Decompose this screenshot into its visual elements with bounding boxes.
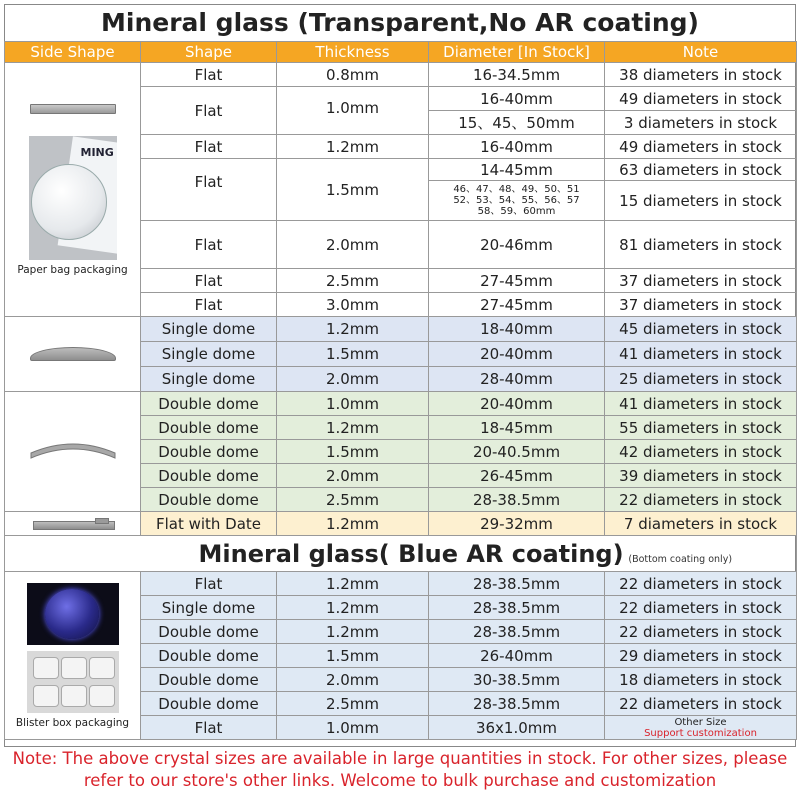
- thickness-cell: 1.2mm: [277, 620, 429, 644]
- table-row: [5, 392, 797, 416]
- diameter-cell: 20-40mm: [429, 342, 605, 367]
- diameter-cell: 30-38.5mm: [429, 668, 605, 692]
- shape-cell: Flat: [141, 159, 277, 221]
- footer-note: Note: The above crystal sizes are available in large quantities in stock. For other sizes, please refer to our store's other links. Welcome to bulk purchase and customization: [12, 749, 788, 790]
- date-glass-icon: [33, 519, 113, 529]
- diameter-cell: 28-38.5mm: [429, 596, 605, 620]
- diameter-cell: 20-40.5mm: [429, 440, 605, 464]
- diameter-cell: 36x1.0mm: [429, 716, 605, 740]
- thickness-cell: 2.5mm: [277, 692, 429, 716]
- shape-cell: Flat: [141, 63, 277, 87]
- table-row: [5, 512, 797, 536]
- diameter-cell: 27-45mm: [429, 269, 605, 293]
- note-cell: 15 diameters in stock: [605, 181, 797, 221]
- shape-cell: Flat: [141, 293, 277, 317]
- shape-cell: Single dome: [141, 367, 277, 392]
- thickness-cell: 1.2mm: [277, 135, 429, 159]
- thickness-cell: 2.0mm: [277, 367, 429, 392]
- header-thickness: Thickness: [277, 42, 429, 63]
- diameter-cell: 29-32mm: [429, 512, 605, 536]
- table-row: [5, 63, 797, 87]
- page-title: Mineral glass (Transparent,No AR coating): [101, 8, 699, 37]
- shape-cell: Double dome: [141, 464, 277, 488]
- thickness-cell: 2.0mm: [277, 668, 429, 692]
- shape-cell: Single dome: [141, 596, 277, 620]
- thickness-cell: 1.2mm: [277, 317, 429, 342]
- diameter-cell: 28-38.5mm: [429, 488, 605, 512]
- note-cell: 7 diameters in stock: [605, 512, 797, 536]
- shape-cell: Single dome: [141, 317, 277, 342]
- diameter-cell: 28-40mm: [429, 367, 605, 392]
- note-cell: 22 diameters in stock: [605, 692, 797, 716]
- shape-cell: Single dome: [141, 342, 277, 367]
- ar-glass-photo: [27, 583, 119, 645]
- note-cell: 49 diameters in stock: [605, 87, 797, 111]
- blister-box-photo: [27, 651, 119, 713]
- shape-cell: Double dome: [141, 620, 277, 644]
- note-cell: 25 diameters in stock: [605, 367, 797, 392]
- thickness-cell: 1.5mm: [277, 440, 429, 464]
- thickness-cell: 1.0mm: [277, 87, 429, 135]
- flat-glass-icon: [30, 104, 116, 114]
- shape-cell: Flat: [141, 221, 277, 269]
- diameter-cell: 20-40mm: [429, 392, 605, 416]
- note-cell: 39 diameters in stock: [605, 464, 797, 488]
- shape-cell: Double dome: [141, 440, 277, 464]
- brand-label: MING: [80, 145, 114, 159]
- shape-cell: Flat: [141, 572, 277, 596]
- shape-cell: Flat: [141, 716, 277, 740]
- table-row: [5, 317, 797, 342]
- diameter-cell: 28-38.5mm: [429, 572, 605, 596]
- shape-cell: Double dome: [141, 692, 277, 716]
- header-side-shape: Side Shape: [5, 42, 141, 63]
- diameter-cell: 16-34.5mm: [429, 63, 605, 87]
- table-row: [5, 572, 797, 596]
- note-cell: 45 diameters in stock: [605, 317, 797, 342]
- double-dome-side-shape: [5, 392, 141, 512]
- ar-side-shape: [5, 572, 141, 740]
- diameter-cell: 18-45mm: [429, 416, 605, 440]
- note-cell: 41 diameters in stock: [605, 342, 797, 367]
- shape-cell: Double dome: [141, 392, 277, 416]
- customization-label: Support customization: [644, 727, 757, 739]
- single-dome-glass-icon: [30, 347, 116, 361]
- header-diameter: Diameter [In Stock]: [429, 42, 605, 63]
- thickness-cell: 2.0mm: [277, 464, 429, 488]
- thickness-cell: 1.5mm: [277, 342, 429, 367]
- shape-cell: Flat: [141, 135, 277, 159]
- thickness-cell: 1.2mm: [277, 596, 429, 620]
- note-cell: 22 diameters in stock: [605, 596, 797, 620]
- diameter-cell: 27-45mm: [429, 293, 605, 317]
- ar-section-title: Mineral glass( Blue AR coating): [198, 539, 624, 568]
- diameter-cell: 14-45mm: [429, 159, 605, 181]
- note-cell: 37 diameters in stock: [605, 269, 797, 293]
- diameter-cell: 46、47、48、49、50、51 52、53、54、55、56、57 58、59、60mm: [429, 181, 605, 221]
- thickness-cell: 1.0mm: [277, 392, 429, 416]
- note-cell: 81 diameters in stock: [605, 221, 797, 269]
- thickness-cell: 0.8mm: [277, 63, 429, 87]
- note-cell: 38 diameters in stock: [605, 63, 797, 87]
- thickness-cell: 1.5mm: [277, 159, 429, 221]
- diameter-cell: 20-46mm: [429, 221, 605, 269]
- note-cell: 49 diameters in stock: [605, 135, 797, 159]
- thickness-cell: 1.2mm: [277, 512, 429, 536]
- diameter-cell: 16-40mm: [429, 135, 605, 159]
- thickness-cell: 1.2mm: [277, 416, 429, 440]
- paper-bag-photo: [29, 136, 117, 260]
- blister-box-caption: Blister box packaging: [15, 716, 130, 729]
- thickness-cell: 2.5mm: [277, 488, 429, 512]
- date-side-shape: [5, 512, 141, 536]
- shape-cell: Double dome: [141, 416, 277, 440]
- spec-table: [4, 41, 797, 740]
- shape-cell: Double dome: [141, 644, 277, 668]
- note-cell: 42 diameters in stock: [605, 440, 797, 464]
- note-cell: 22 diameters in stock: [605, 488, 797, 512]
- diameter-cell: 28-38.5mm: [429, 692, 605, 716]
- note-cell: 22 diameters in stock: [605, 620, 797, 644]
- diameter-cell: 26-40mm: [429, 644, 605, 668]
- shape-cell: Flat with Date: [141, 512, 277, 536]
- double-dome-glass-icon: [28, 438, 118, 462]
- note-cell: 3 diameters in stock: [605, 111, 797, 135]
- thickness-cell: 1.0mm: [277, 716, 429, 740]
- diameter-cell: 15、45、50mm: [429, 111, 605, 135]
- ar-section-subtitle: (Bottom coating only): [628, 553, 733, 565]
- diameter-cell: 18-40mm: [429, 317, 605, 342]
- note-cell: [605, 716, 797, 740]
- header-shape: Shape: [141, 42, 277, 63]
- note-cell: 18 diameters in stock: [605, 668, 797, 692]
- thickness-cell: 3.0mm: [277, 293, 429, 317]
- thickness-cell: 2.0mm: [277, 221, 429, 269]
- shape-cell: Double dome: [141, 488, 277, 512]
- header-row: [5, 42, 797, 63]
- note-cell: 29 diameters in stock: [605, 644, 797, 668]
- diameter-cell: 16-40mm: [429, 87, 605, 111]
- ar-title-row: [5, 536, 797, 572]
- paper-bag-caption: Paper bag packaging: [17, 263, 128, 276]
- note-cell: 63 diameters in stock: [605, 159, 797, 181]
- note-cell: 37 diameters in stock: [605, 293, 797, 317]
- note-cell: 41 diameters in stock: [605, 392, 797, 416]
- header-note: Note: [605, 42, 797, 63]
- note-cell: 55 diameters in stock: [605, 416, 797, 440]
- single-dome-side-shape: [5, 317, 141, 392]
- note-cell: 22 diameters in stock: [605, 572, 797, 596]
- diameter-cell: 28-38.5mm: [429, 620, 605, 644]
- diameter-cell: 26-45mm: [429, 464, 605, 488]
- thickness-cell: 1.5mm: [277, 644, 429, 668]
- shape-cell: Flat: [141, 269, 277, 293]
- thickness-cell: 2.5mm: [277, 269, 429, 293]
- shape-cell: Double dome: [141, 668, 277, 692]
- flat-side-shape: [5, 63, 141, 317]
- other-size-label: Other Size: [674, 716, 727, 728]
- shape-cell: Flat: [141, 87, 277, 135]
- thickness-cell: 1.2mm: [277, 572, 429, 596]
